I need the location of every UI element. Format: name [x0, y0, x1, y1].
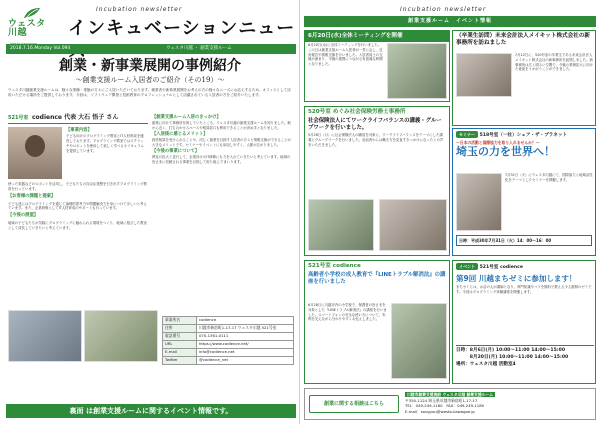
meeting-article [304, 30, 450, 102]
table-row [163, 325, 294, 333]
leaf-icon [22, 6, 42, 20]
section-heading: 【事業内容】 [66, 128, 92, 133]
section-heading: 【入居後に感じるメリット】 [152, 131, 208, 137]
table-key: 電話番号 [163, 333, 197, 341]
section-text: 創業に向けて事務所を探していたところ、ウェスタ川越の創業支援ルームを知りました。駅から近く、打ち合わせスペースや相談窓口も利用できることが決め手となりました。 [152, 121, 291, 131]
profile-name: codience 代表 大石 悟子 さん [32, 114, 119, 121]
classroom-photo [84, 310, 158, 362]
classroom-photos [8, 310, 158, 362]
event-info-bar: 創業支援ルーム イベント情報 [304, 16, 596, 27]
table-row [163, 317, 294, 325]
article-text: 6月28日に川越市内の小学校で、保護者の皆さまを対象とした『LINEトラブル解消法』の講座を行いました。スマートフォンの安全な使い方について、実例を交えながら分かりやすくお伝えしました。 [308, 303, 387, 322]
office-photo [456, 53, 512, 97]
table-value: 川越市新宿町1-17-17 ウェスタ川越 521号室 [197, 325, 294, 333]
table-row [163, 357, 294, 365]
article-title: 高齢者小学校の成人教育で『LINEトラブル解消法』の講座を行いました [308, 271, 446, 285]
article-paragraph: 地域の子どもたちが気軽にプログラミングに触れられる環境をつくり、地域に根ざした教室として成長していきたいと考えています。 [8, 221, 147, 230]
article-title: 社会保険法人にてワークライフバランスの講義・グループワークを行いました。 [308, 117, 442, 131]
seminar-pill: セミナー [456, 131, 478, 138]
table-key: URL [163, 341, 197, 349]
business-content [66, 127, 146, 153]
alumni-visit-article [452, 30, 596, 126]
labor-article [304, 106, 450, 256]
org-name: 川越市創業支援施設 ウェスタ川越 創業支援ルーム [407, 392, 494, 397]
room-number: 521号室 [8, 115, 29, 121]
event-location: 場所：ウェスタ川越 活動室4 [456, 361, 516, 367]
seminar-notice [452, 128, 596, 256]
org-email[interactable]: E-mail：sougyou@westa-kawagoe.jp [405, 409, 475, 415]
org-phone: TEL：049-249-1160 FAX：049-249-1180 [405, 403, 485, 409]
consultation-button[interactable]: 創業に関する相談はこちら [309, 395, 399, 413]
article-text: 7月12日に、520号室の卒業生である未来会計法人メイキット株式会社の新事務所を訪問しました。新事務所は広く明るい空間で、今後の業務拡大に向けた意欲をうかがうことができました。 [515, 53, 593, 72]
back-page [300, 0, 600, 424]
article-column-3 [152, 114, 292, 165]
article-room: 521号室 codience [308, 263, 361, 269]
schedule-line: 8月20日(月) 10:00～11:00 14:00～15:00 [456, 354, 569, 360]
newsletter-kicker: Incubation newsletter [96, 6, 183, 13]
section-heading: 【創業支援ルーム入居のきっかけ】 [152, 115, 221, 120]
seminar-detail: 日時：平成30年7月31日（火）14：00～16：00 [456, 235, 592, 246]
newsletter-kicker: Incubation newsletter [400, 6, 487, 13]
url-link[interactable]: https://www.codience.net/ [197, 341, 294, 349]
newsletter-title: インキュベーションニュー [68, 18, 296, 39]
article-title: 6月20日(水)全体ミーティングを開催 [305, 31, 449, 42]
event-schedule [456, 345, 594, 369]
table-row [163, 349, 294, 357]
article-text: 5月28日（月）に社会保険法人の職員を対象に、ワークライフバランスをテーマにした講義とグループワークを行いました。参加者からは働き方を見直すきっかけになったとの声をいただきました。 [308, 133, 444, 148]
article-room: 520号室 めぐみ社会保険労務士事務所 [308, 109, 406, 115]
section-text: 経営相談を受けられることや、同じく創業を目指す入居者の方々と情報交換ができることが大きなメリットです。セミナーやイベントにも参加しやすく、人脈が広がりました。 [152, 138, 291, 148]
section-heading: 【お客様の課題と提案】 [8, 193, 56, 199]
logo-name: ウェスタ 川越 [8, 19, 46, 39]
table-key: E-mail [163, 349, 197, 357]
table-value: 070-1361-0111 [197, 333, 294, 341]
twitter-link[interactable]: @codience_net [197, 357, 294, 365]
table-key: 事業所名 [163, 317, 197, 325]
seminar-headline: 埼玉の力を世界へ！ [456, 145, 555, 159]
article-text: 6月20日(水)に全体ミーティングを行いました。この日は創業支援ルーム入居者が一堂に会し、近況報告や情報交換を行いました。入居者同士の交流が深まり、今後の連携につながる有意義な時間となりました。 [308, 43, 383, 67]
event-text: まちゼミとは、お店の人が講師となり、専門知識やコツを無料で教える少人数制のゼミです。今回はプログラミング体験講座を開催します。 [456, 284, 592, 294]
classroom-photo [8, 310, 82, 362]
contact-info [405, 392, 595, 415]
event-room: 521号室 codience [479, 265, 523, 270]
section-text: 子ども向けのプログラミング教室とIT人材育成を運営しております。プログラミング教室ではスクラッチやロボットを使用して楽しく学べるカリキュラムを提供しています。 [66, 134, 144, 153]
issue-date: 2018.7.16.Monday Vol.094 [10, 46, 71, 52]
article-paragraph: 使った楽器などのロボットを活用し、子どもたちの自由な発想を引き出すプログラミング教育を行っています。 [8, 182, 147, 191]
article-title: （卒業生訪問）未来会計法人メイキット株式会社の新事務所を訪ねました [456, 33, 591, 46]
seminar-speaker-photo [456, 173, 502, 231]
portrait-photo [8, 127, 62, 179]
date-bar [6, 44, 296, 54]
article-column-2 [8, 182, 148, 233]
section-text: 教室の拡大と並行して、企業向けのIT研修にも力を入れていきたいと考えています。地域の皆さまに信頼される事業を目指して取り組んでまいります。 [152, 155, 291, 164]
event-headline: 第9回 川越まちゼミに参加します！ [456, 273, 577, 283]
table-value: codience [197, 317, 294, 325]
main-headline: 創業・新事業展開の事例紹介 [59, 58, 241, 74]
schedule-line: 日時：8月6日(月) 10:00～11:00 14:00～15:00 [456, 348, 566, 353]
line-lecture-article [304, 260, 450, 384]
email-link[interactable]: info@codience.net [197, 349, 294, 357]
section-heading: 【今後の展望】 [8, 213, 39, 219]
table-key: 住所 [163, 325, 197, 333]
issue-tag: ウェスタ川越 ・ 創業支援ルーム [166, 46, 232, 51]
article-paragraph: 子ども達にはプログラミングを通じて論理的思考力や問題解決力を身につけてほしいと考えています。また、企業研修としてIT人材育成のサポートも行っています。 [8, 201, 147, 211]
machizemi-event [452, 260, 596, 384]
org-address: 〒350-1124 埼玉県川越市新宿町1-17-17 [405, 397, 478, 403]
back-page-notice: 裏面 は創業支援ルームに関するイベント情報です。 [6, 404, 296, 418]
business-info-table [162, 316, 294, 365]
section-heading: 【今後の事業について】 [152, 148, 200, 154]
lecture-photo [308, 199, 374, 251]
profile-heading [8, 114, 148, 124]
seminar-room: 518号室（一社）シェア・ザ・プラネット [479, 133, 568, 138]
table-key: Twitter [163, 357, 197, 365]
event-pill: イベント [456, 263, 478, 270]
meeting-photo [387, 43, 447, 99]
contact-footer [304, 388, 596, 420]
seminar-text: 7月31日（火）にウェスタ川越にて、国際協力と地域活性化をテーマとしたセミナーを開催します。 [505, 173, 593, 182]
table-row [163, 341, 294, 349]
lead-paragraph: ウェスタ川越創業支援ルームは、様々な業種・業態の方々にご入居いただいております。創業者や新事業展開をお考えの方の様々なニーズにお応えするため、オフィスとして活用いただける場所をご提供しております。今回は、ソフトウェア開発と技術教育のプロフェッショナルとして活躍されている入居者の方をご紹介いたします。 [8, 88, 291, 97]
lecture-photo [391, 303, 447, 379]
table-row [163, 333, 294, 341]
seminar-sub: ～日本の活動と国際協力を取り入れませんか？～ [456, 139, 540, 145]
main-subhead: ～創業支援ルーム入居者のご紹介（その19）～ [75, 76, 225, 84]
groupwork-photo [379, 199, 447, 251]
